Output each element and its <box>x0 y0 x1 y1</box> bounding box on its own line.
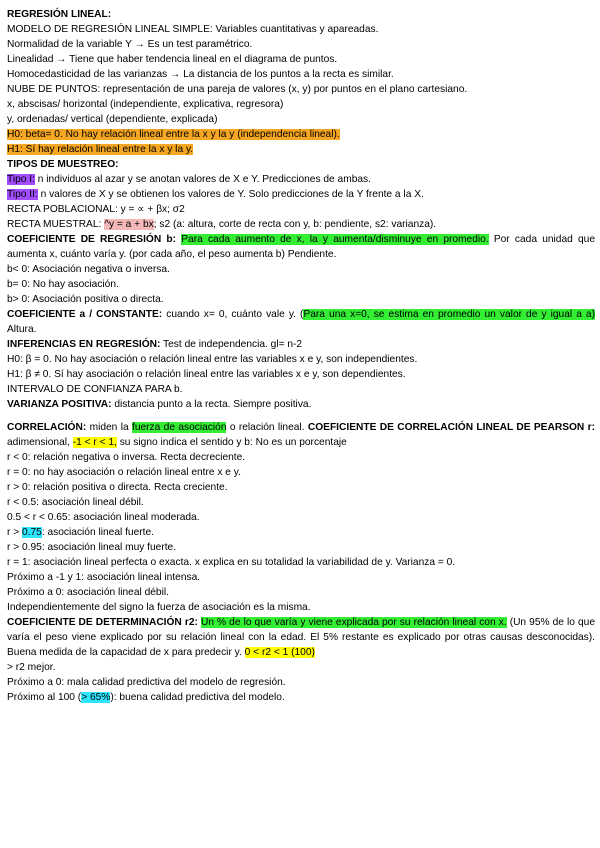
coef-a-paragraph: COEFICIENTE a / CONSTANTE: cuando x= 0, cuánto vale y. (Para una x=0, se estima en promedio un valor de y igual a a) Altura. <box>7 309 595 335</box>
text-line: r > 0.95: asociación lineal muy fuerte. <box>7 542 177 553</box>
text-line: r < 0.5: asociación lineal débil. <box>7 497 144 508</box>
document-page <box>7 7 595 705</box>
determinacion-paragraph: COEFICIENTE DE DETERMINACIÓN r2: Un % de lo que varía y viene explicada por su relación lineal con x. (Un 95% de lo que varía el peso viene explicado por su relación lineal con la edad. El 5% restante es explicado por otras causas desconocidas). Buena medida de la capacidad de x para predecir y. 0 < r2 < 1 (100) <box>7 617 596 658</box>
inferencias-line: INFERENCIAS EN REGRESIÓN: Test de independencia. gl= n-2 <box>7 339 303 350</box>
text-line: > r2 mejor. <box>7 662 56 673</box>
varianza-line: VARIANZA POSITIVA: distancia punto a la recta. Siempre positiva. <box>7 399 312 410</box>
highlight: > 65% <box>81 692 111 703</box>
text-line: INTERVALO DE CONFIANZA PARA b. <box>7 384 183 395</box>
text-line: r = 1: asociación lineal perfecta o exacta. x explica en su totalidad la variabilidad de y. Varianza = 0. <box>7 557 456 568</box>
highlight: Un % de lo que varía y viene explicada por su relación lineal con x. <box>200 617 507 628</box>
highlight: ^y = a + bx <box>104 219 154 230</box>
recta-muestral-line: RECTA MUESTRAL: ^y = a + bx; s2 (a: altura, corte de recta con y, b: pendiente, s2: varianza). <box>7 219 437 230</box>
text-line: Independientemente del signo la fuerza de asociación es la misma. <box>7 602 311 613</box>
text-line: NUBE DE PUNTOS: representación de una pareja de valores (x, y) por puntos en el plano cartesiano. <box>7 84 468 95</box>
highlight: Para cada aumento de x, la y aumenta/disminuye en promedio. <box>181 234 489 245</box>
text-line: RECTA POBLACIONAL: y = ∝ + βx; σ2 <box>7 204 185 215</box>
text-line: H1: β ≠ 0. Sí hay asociación o relación lineal entre las variables x e y, son dependientes. <box>7 369 406 380</box>
hypothesis-h0 <box>7 127 595 142</box>
section-title-muestreo: TIPOS DE MUESTREO: <box>7 159 119 170</box>
text-line: y, ordenadas/ vertical (dependiente, explicada) <box>7 114 218 125</box>
highlight: -1 < r < 1, <box>72 437 117 448</box>
tipo2-line: Tipo II: n valores de X y se obtienen los valores de Y. Solo predicciones de la Y frente a la X. <box>7 189 424 200</box>
hypothesis-h1 <box>7 142 595 157</box>
text-line: Próximo a 0: mala calidad predictiva del modelo de regresión. <box>7 677 286 688</box>
correlacion-paragraph: CORRELACIÓN: miden la fuerza de asociación o relación lineal. COEFICIENTE DE CORRELACIÓN LINEAL DE PEARSON r: adimensional, -1 < r < 1, su signo indica el sentido y b: No es un porcentaje <box>7 422 595 448</box>
text-line: b< 0: Asociación negativa o inversa. <box>7 264 170 275</box>
text-line: Próximo a -1 y 1: asociación lineal intensa. <box>7 572 201 583</box>
highlight: H0: beta= 0. No hay relación lineal entre la x y la y (independencia lineal). <box>7 129 340 140</box>
text-line: b> 0: Asociación positiva o directa. <box>7 294 164 305</box>
highlight: Tipo II: <box>7 189 38 200</box>
highlight: Para una x=0, se estima en promedio un valor de y igual a a) <box>303 309 595 320</box>
text-line: H0: β = 0. No hay asociación o relación lineal entre las variables x e y, son independientes. <box>7 354 418 365</box>
text-line: x, abscisas/ horizontal (independiente, explicativa, regresora) <box>7 99 284 110</box>
text-line: Próximo a 0: asociación lineal débil. <box>7 587 169 598</box>
highlight: fuerza de asociación <box>131 422 227 433</box>
text-line: 0.5 < r < 0.65: asociación lineal moderada. <box>7 512 200 523</box>
highlight: 0 < r2 < 1 (100) <box>244 647 315 658</box>
highlight: 0.75 <box>22 527 42 538</box>
highlight: H1: Sí hay relación lineal entre la x y la y. <box>7 144 194 155</box>
text-line: Linealidad → Tiene que haber tendencia lineal en el diagrama de puntos. <box>7 54 338 65</box>
text-line: r > 0: relación positiva o directa. Recta creciente. <box>7 482 228 493</box>
prox100-line: Próximo al 100 (> 65%): buena calidad predictiva del modelo. <box>7 692 285 703</box>
r-075-line: r > 0.75: asociación lineal fuerte. <box>7 527 154 538</box>
text-line: MODELO DE REGRESIÓN LINEAL SIMPLE: Variables cuantitativas y apareadas. <box>7 24 379 35</box>
text-line: r = 0: no hay asociación o relación lineal entre x e y. <box>7 467 241 478</box>
section-title-regresion: REGRESIÓN LINEAL: <box>7 9 112 20</box>
highlight: Tipo I: <box>7 174 35 185</box>
text-line: Normalidad de la variable Y → Es un test paramétrico. <box>7 39 253 50</box>
tipo1-line: Tipo I: n individuos al azar y se anotan valores de X e Y. Predicciones de ambas. <box>7 174 371 185</box>
text-line: b= 0: No hay asociación. <box>7 279 119 290</box>
text-line: r < 0: relación negativa o inversa. Recta decreciente. <box>7 452 246 463</box>
text-line: Homocedasticidad de las varianzas → La distancia de los puntos a la recta es similar. <box>7 69 394 80</box>
coef-b-paragraph: COEFICIENTE DE REGRESIÓN b: Para cada aumento de x, la y aumenta/disminuye en promedio. Por cada unidad que aumenta x, cuánto varía y. (por cada año, el peso aumenta b) Pendiente. <box>7 234 595 260</box>
